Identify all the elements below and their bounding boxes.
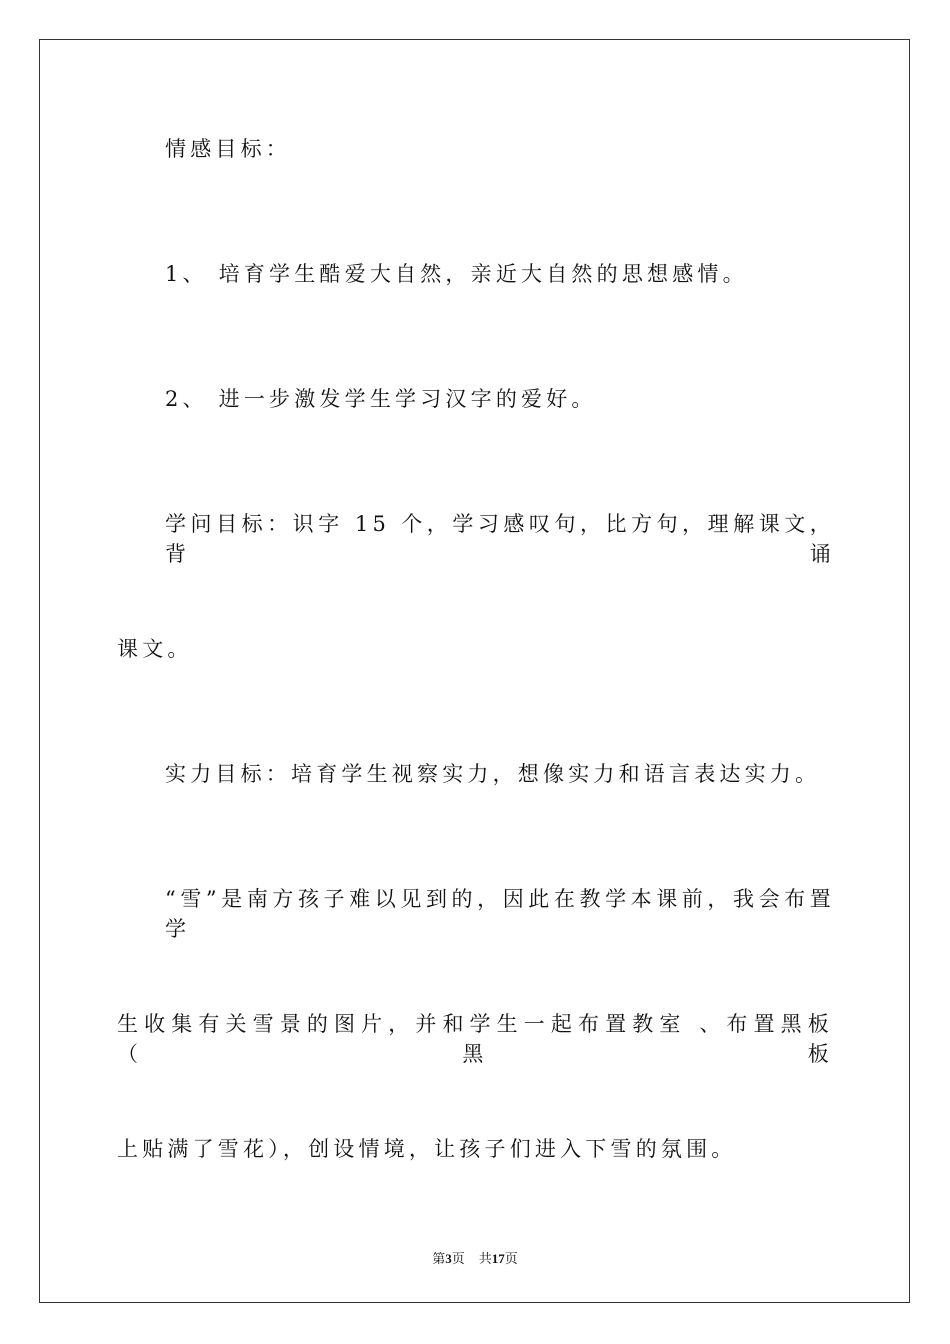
- footer-total-prefix: 共: [478, 1251, 492, 1266]
- page-footer: [0, 1248, 950, 1267]
- paragraph-ability-goal: 实力目标：培育学生视察实力，想像实力和语言表达实力。: [165, 762, 821, 786]
- paragraph-emotion-goal-1: 1、 培育学生酷爱大自然，亲近大自然的思想感情。: [165, 262, 748, 286]
- paragraph-emotion-goal-heading: 情感目标：: [165, 137, 291, 161]
- paragraph-knowledge-goal-cont: 课文。: [117, 637, 193, 661]
- paragraph-intro-line-1: “雪”是南方孩子难以见到的，因此在教学本课前，我会布置学: [165, 887, 835, 941]
- footer-total-suffix: 页: [504, 1251, 518, 1266]
- paragraph-knowledge-goal: 学问目标：识字 15 个，学习感叹句，比方句，理解课文，背诵: [165, 512, 835, 566]
- paragraph-emotion-goal-2: 2、 进一步激发学生学习汉字的爱好。: [165, 387, 597, 411]
- footer-page-suffix: 页: [451, 1251, 465, 1266]
- footer-page-prefix: 第: [432, 1251, 446, 1266]
- paragraph-intro-line-3: 上贴满了雪花），创设情境，让孩子们进入下雪的氛围。: [117, 1137, 737, 1161]
- footer-total-pages: 17: [491, 1251, 505, 1266]
- footer-page-number: 3: [445, 1251, 452, 1266]
- paragraph-intro-line-2: 生收集有关雪景的图片，并和学生一起布置教室 、布置黑板（黑板: [117, 1012, 833, 1066]
- page-frame: [39, 39, 910, 1303]
